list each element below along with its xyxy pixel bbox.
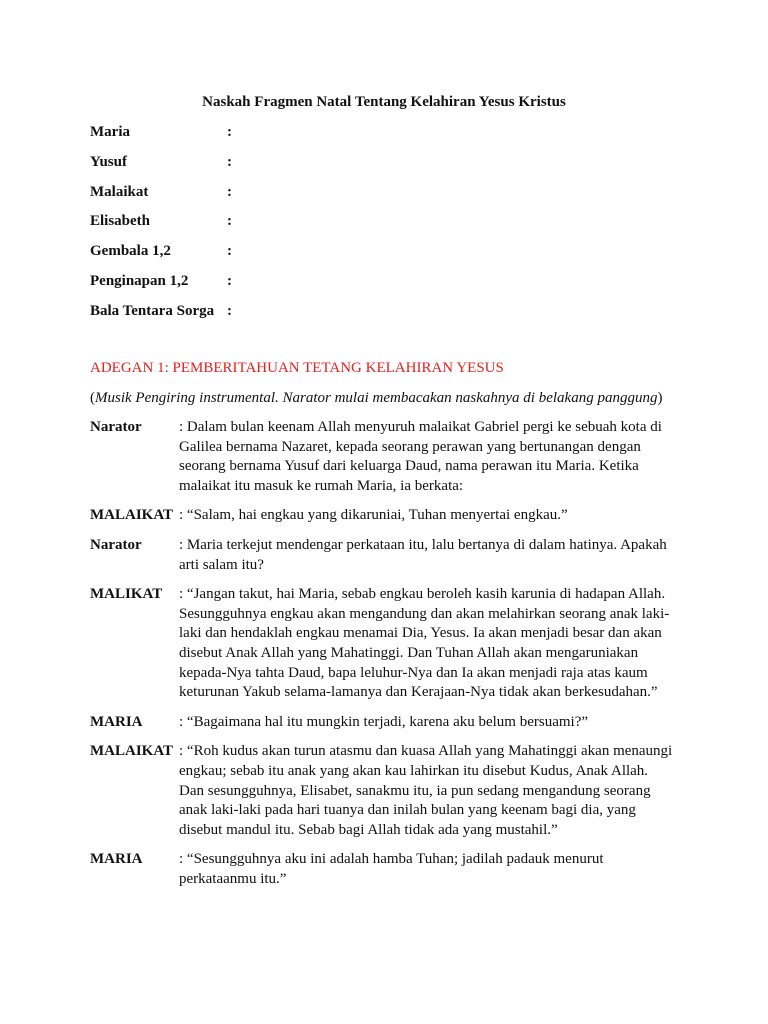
dialogue-line [90, 850, 690, 889]
cast-item [90, 302, 232, 332]
speech-text [179, 742, 690, 840]
cast-item [90, 212, 232, 242]
speaker-name: Narator [90, 536, 142, 553]
cast-name: Maria [90, 124, 130, 140]
speech-line: disebut Anak Allah yang Mahatinggi. Dan Tuhan Allah akan mengaruniakan [179, 644, 639, 661]
speech-line: arti salam itu? [179, 556, 264, 573]
speech-line: : Maria terkejut mendengar perkataan itu, lalu bertanya di dalam hatinya. Apakah [179, 536, 667, 553]
cast-list [90, 123, 232, 332]
paren-open: ( [90, 390, 95, 406]
speech-line: : “Jangan takut, hai Maria, sebab engkau beroleh kasih karunia di hadapan Allah. [179, 586, 666, 603]
speech-line: disebut mandul itu. Sebab bagi Allah tidak ada yang mustahil.” [179, 821, 558, 838]
speech-line: anak laki-laki pada hari tuanya dan inilah bulan yang keenam bagi dia, yang [179, 802, 636, 819]
cast-colon: : [227, 183, 232, 200]
speech-line: laki dan hendaklah engkau menamai Dia, Yesus. Ia akan menjadi besar dan akan [179, 625, 662, 642]
cast-item [90, 272, 232, 302]
speech-line: Dan sesungguhnya, Elisabet, sanakmu itu, ia pun sedang mengandung seorang [179, 782, 651, 799]
paren-close: ) [657, 390, 663, 406]
dialogue-line [90, 585, 690, 703]
speech-line: kepada-Nya tahta Daud, bapa leluhur-Nya dan Ia akan menjadi raja atas kaum [179, 664, 648, 681]
speech-text [179, 536, 690, 575]
speech-line: : “Salam, hai engkau yang dikaruniai, Tuhan menyertai engkau.” [179, 507, 568, 524]
cast-colon: : [227, 243, 232, 260]
cast-item [90, 123, 232, 153]
dialogue-line [90, 536, 690, 575]
speaker-name: MALIKAT [90, 586, 163, 603]
cast-item [90, 242, 232, 272]
speech-line: seorang bernama Yusuf dari keluarga Daud, nama perawan itu Maria. Ketika [179, 458, 639, 475]
dialogue-line [90, 742, 690, 840]
speech-line: : Dalam bulan keenam Allah menyuruh malaikat Gabriel pergi ke sebuah kota di [179, 419, 662, 435]
speech-line: keturunan Yakub selama-lamanya dan Kerajaan-Nya tidak akan berkesudahan.” [179, 684, 658, 701]
speaker-name: Narator [90, 419, 142, 435]
dialogue-list [90, 418, 690, 899]
cast-name: Penginapan 1,2 [90, 272, 189, 289]
dialogue-line [90, 713, 690, 733]
speech-line: perkataanmu itu.” [179, 870, 287, 887]
cast-colon: : [227, 272, 232, 289]
stage-direction-text: Musik Pengiring instrumental. Narator mulai membacakan naskahnya di belakang panggung [95, 390, 658, 406]
cast-item [90, 183, 232, 213]
speaker-name: MALAIKAT [90, 743, 174, 760]
speech-text [179, 713, 690, 733]
speech-line: : “Roh kudus akan turun atasmu dan kuasa Allah yang Mahatinggi akan menaungi [179, 743, 673, 760]
cast-name: Gembala 1,2 [90, 243, 171, 260]
speaker-name: MARIA [90, 713, 143, 730]
speech-text [179, 585, 690, 703]
speaker-name: MARIA [90, 851, 143, 868]
speech-line: engkau; sebab itu anak yang akan kau lahirkan itu disebut Kudus, Anak Allah. [179, 762, 649, 779]
cast-name: Elisabeth [90, 213, 151, 230]
speaker-name: MALAIKAT [90, 507, 174, 524]
document-title: Naskah Fragmen Natal Tentang Kelahiran Yesus Kristus [202, 94, 566, 110]
speech-line: : “Sesungguhnya aku ini adalah hamba Tuhan; jadilah padauk menurut [179, 851, 604, 868]
cast-colon: : [227, 153, 232, 170]
scene-heading: ADEGAN 1: PEMBERITAHUAN TETANG KELAHIRAN YESUS [90, 360, 504, 376]
speech-line: Galilea bernama Nazaret, kepada seorang perawan yang bertunangan dengan [179, 438, 641, 455]
cast-name: Malaikat [90, 183, 149, 200]
speech-text [179, 850, 690, 889]
stage-direction [90, 389, 662, 409]
dialogue-line [90, 418, 690, 496]
speech-text [179, 506, 690, 526]
dialogue-line [90, 506, 690, 526]
cast-item [90, 153, 232, 183]
cast-name: Bala Tentara Sorga [90, 302, 215, 319]
cast-colon: : [227, 302, 232, 319]
cast-colon: : [227, 213, 232, 230]
speech-line: Sesungguhnya engkau akan mengandung dan akan melahirkan seorang anak laki- [179, 605, 670, 622]
cast-name: Yusuf [90, 153, 127, 170]
speech-line: malaikat itu masuk ke rumah Maria, ia berkata: [179, 477, 464, 494]
speech-line: : “Bagaimana hal itu mungkin terjadi, karena aku belum bersuami?” [179, 713, 589, 730]
cast-colon: : [227, 124, 232, 140]
speech-text [179, 418, 690, 496]
